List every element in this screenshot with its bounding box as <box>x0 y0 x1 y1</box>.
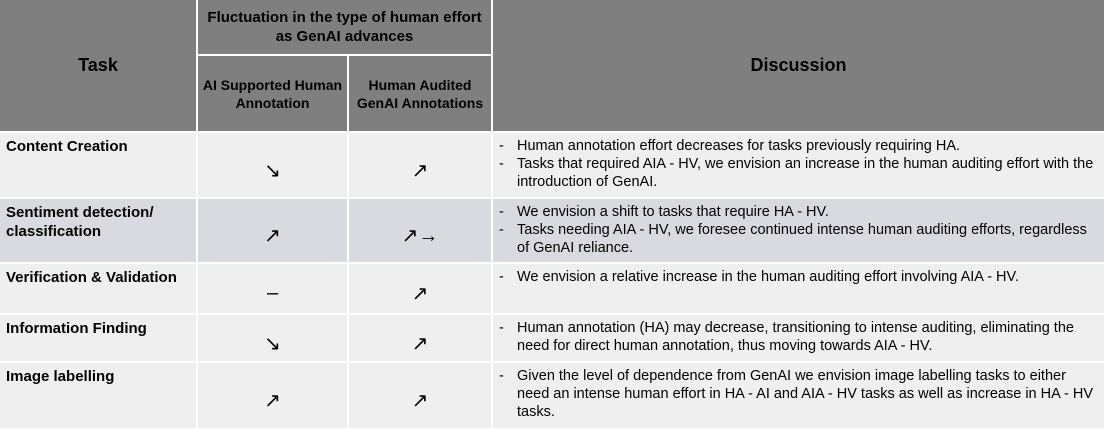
task-cell: Sentiment detection/ classification <box>0 199 198 264</box>
ai-supported-trend: ↗ <box>198 199 349 264</box>
discussion-cell <box>493 264 1106 315</box>
task-cell: Content Creation <box>0 133 198 199</box>
human-audited-trend: ↗ <box>349 264 493 315</box>
ai-supported-trend: – <box>198 264 349 315</box>
discussion-item: - Given the level of dependence from GenAI we envision image labelling tasks to either need an intense human effort in HA - AI and AIA - HV tasks as well as increase in HA - HV tasks. <box>499 368 1094 420</box>
discussion-item: - We envision a relative increase in the human auditing effort involving AIA - HV. <box>499 269 1019 285</box>
discussion-item: - We envision a shift to tasks that require HA - HV. <box>499 204 829 220</box>
discussion-cell <box>493 315 1106 363</box>
header-discussion: Discussion <box>493 0 1106 133</box>
header-task: Task <box>0 0 198 133</box>
human-audited-trend: ↗ <box>349 315 493 363</box>
header-human-audited: Human Audited GenAI Annotations <box>349 56 493 133</box>
ai-supported-trend: ↗ <box>198 363 349 430</box>
header-ai-supported: AI Supported Human Annotation <box>198 56 349 133</box>
discussion-item: - Tasks that required AIA - HV, we envision an increase in the human auditing effort with the introduction of GenAI. <box>499 156 1094 190</box>
discussion-item: - Human annotation (HA) may decrease, transitioning to intense auditing, eliminating the need for direct human annotation, thus moving towards AIA - HV. <box>499 320 1074 354</box>
human-audited-trend: ↗→ <box>349 199 493 264</box>
discussion-cell <box>493 133 1106 199</box>
ai-supported-trend: ↘ <box>198 315 349 363</box>
discussion-item: - Human annotation effort decreases for tasks previously requiring HA. <box>499 138 961 154</box>
task-cell: Image labelling <box>0 363 198 430</box>
header-fluctuation: Fluctuation in the type of human effort as GenAI advances <box>198 0 493 56</box>
discussion-cell <box>493 199 1106 264</box>
ai-supported-trend: ↘ <box>198 133 349 199</box>
discussion-item: - Tasks needing AIA - HV, we foresee continued intense human auditing efforts, regardless of GenAI reliance. <box>499 222 1087 256</box>
task-cell: Information Finding <box>0 315 198 363</box>
human-audited-trend: ↗ <box>349 363 493 430</box>
human-audited-trend: ↗ <box>349 133 493 199</box>
discussion-cell <box>493 363 1106 430</box>
task-cell: Verification & Validation <box>0 264 198 315</box>
